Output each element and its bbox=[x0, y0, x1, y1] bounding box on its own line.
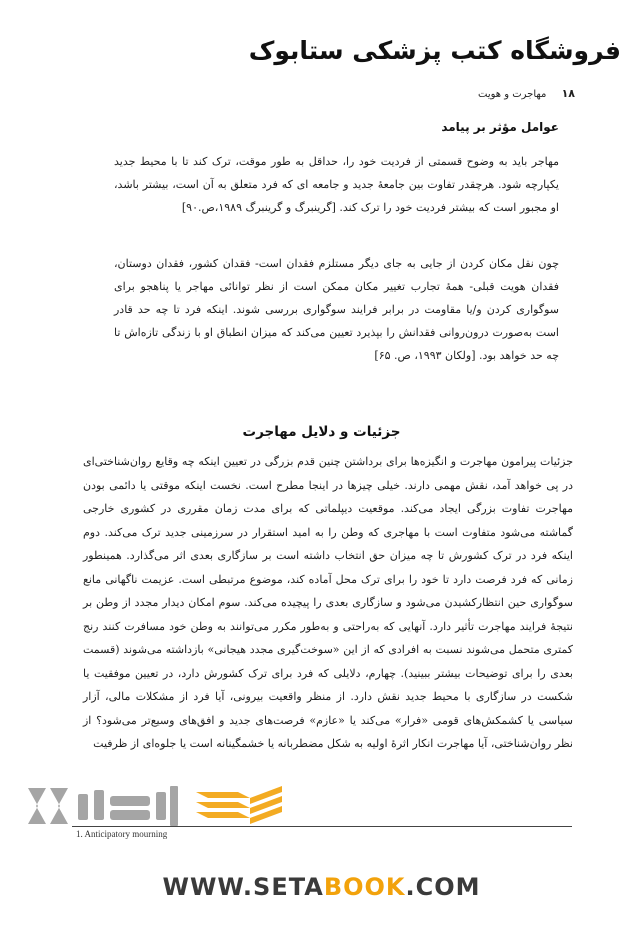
body-paragraph: جزئیات پیرامون مهاجرت و انگیزه‌ها برای برداشتن چنین قدم بزرگی در تعیین اینکه چه وقایع روان‌شناختی‌ای در پی خواهد آمد، نقش مهمی دارند. خیلی چیزها در اینجا مطرح است. نخست اینکه موقتی یا دائمی بودن مهاجرت تفاوت بزرگی ایجاد می‌کند. موقعیت دیپلماتی که برای مدت زمان مقرری در کشوری خارجی گماشته می‌شود متفاوت است با مهاجری که وطن را به امید استقرار در سرزمینی جدید ترک می‌کند. دوم اینکه فرد در ترک کشورش تا چه میزان حق انتخاب داشته است بر سازگاری بعدی اثر می‌گذارد. همینطور زمانی که فرد فرصت دارد تا خود را برای ترک محل آماده کند، موضوع مرتبطی است. عزیمت ناگهانی مانع سوگواری حین انتظارکشیدن می‌شود و سازگاری بعدی را پیچیده می‌کند. سوم امکان دیدار مجدد از وطن بر نتیجهٔ فرایند مهاجرت تأثیر دارد. آنهایی که به‌راحتی و به‌طور مکرر می‌توانند به وطن خود مسافرت کنند رنج کمتری متحمل می‌شوند نسبت به افرادی که از این «سوخت‌گیری مجدد هیجانی» بازداشته می‌شوند (قسمت بعدی را برای توضیحات بیشتر ببینید). چهارم، دلایلی که فرد برای ترک کشورش دارد، در تعیین موفقیت یا شکست در سازگاری با محیط جدید نقش دارد. از منظر واقعیت بیرونی، آیا فرد از مشکلات مالی، آزار سیاسی یا کشمکش‌های قومی «فرار» می‌کند یا «عازم» فرصت‌های جدید و افق‌های وسیع‌تر می‌شود؟ از نظر روان‌شناختی، آیا مهاجرت انکار اثرهٔ اولیه به شکل مضطربانه یا خشمگینانه است یا جلوه‌ای از ظرفیت bbox=[83, 455, 573, 750]
block-quote-greenberg: مهاجر باید به وضوح قسمتی از فردیت خود را، حداقل به طور موقت، ترک کند تا با محیط جدید یکپارچه شود. هرچقدر تفاوت بین جامعهٔ جدید و جامعه ای که فرد متعلق به آن است، بیشتر باشد، او مجبور است که بیشتر فردیت خود را ترک کند. [گرینبرگ و گرینبرگ ۱۹۸۹،ص.۹۰] bbox=[114, 155, 559, 214]
block-quote-volkan: چون نقل مکان کردن از جایی به جای دیگر مستلزم فقدان است- فقدان کشور، فقدان دوستان، فقدان هویت قبلی- همهٔ تجارب تغییر مکان ممکن است از نظر توانائی مهاجر یا پناهجو برای سوگواری کردن و/یا مقاومت در برابر فرایند سوگواری بررسی شوند. اینکه فرد تا چه حد قادر است به‌صورت درون‌روانی فقدانش را بپذیرد تعیین می‌کند که میزان انطباق او با زندگی تازه‌اش تا چه حد خواهد بود. [ولکان ۱۹۹۳، ص. ۶۵] bbox=[114, 257, 559, 362]
section-heading-factors: عوامل مؤثر بر پیامد bbox=[441, 120, 559, 134]
watermark-url bbox=[0, 873, 643, 901]
watermark-part-1: WWW.SETA bbox=[162, 873, 324, 901]
footnote: 1. Anticipatory mourning bbox=[76, 829, 168, 839]
store-title: فروشگاه کتب پزشکی ستابوک bbox=[248, 36, 621, 65]
page-number: ۱۸ bbox=[561, 87, 575, 100]
chapter-title: مهاجرت و هویت bbox=[478, 89, 547, 100]
watermark-part-2: BOOK bbox=[323, 873, 406, 901]
footnote-rule bbox=[72, 826, 572, 827]
section-heading-details: جزئیات و دلایل مهاجرت bbox=[242, 424, 401, 440]
running-head bbox=[55, 87, 575, 100]
watermark-part-3: .COM bbox=[405, 873, 481, 901]
